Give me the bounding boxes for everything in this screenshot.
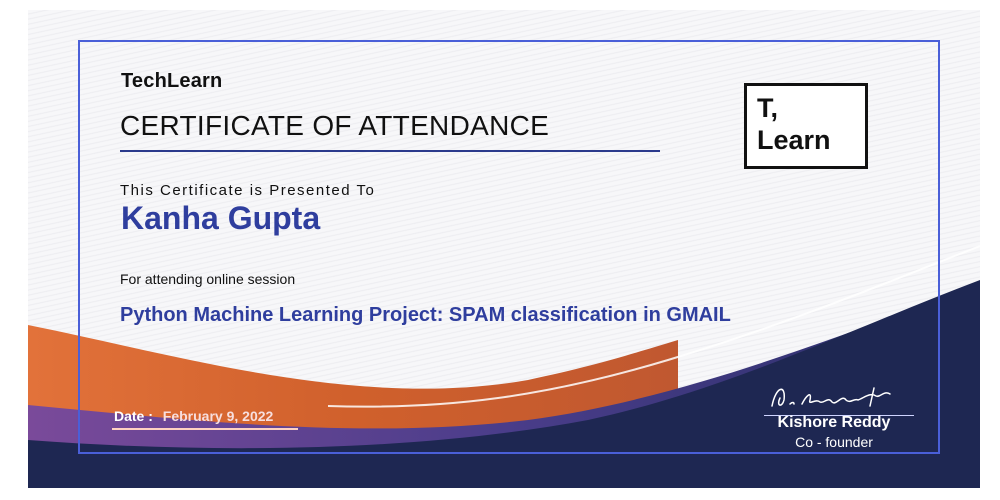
brand-name: TechLearn: [121, 70, 223, 92]
date-row: [114, 408, 273, 424]
logo-line-2: Learn: [757, 125, 831, 155]
course-title: Python Machine Learning Project: SPAM classification in GMAIL: [120, 304, 731, 326]
date-label: Date :: [114, 408, 153, 424]
attending-label: For attending online session: [120, 271, 296, 287]
signer-role: Co - founder: [795, 434, 873, 450]
signature: [766, 376, 906, 416]
logo-line-1: T,: [757, 93, 779, 123]
title-underline: [120, 150, 660, 152]
presented-to-label: This Certificate is Presented To: [120, 182, 376, 199]
recipient-name: Kanha Gupta: [121, 200, 321, 236]
date-value: February 9, 2022: [162, 408, 274, 424]
signature-stroke: [772, 388, 890, 406]
certificate: [28, 10, 980, 488]
logo: [744, 83, 868, 169]
certificate-title: CERTIFICATE OF ATTENDANCE: [120, 110, 550, 141]
date-underline: [112, 428, 298, 430]
signer-name: Kishore Reddy: [777, 414, 891, 431]
